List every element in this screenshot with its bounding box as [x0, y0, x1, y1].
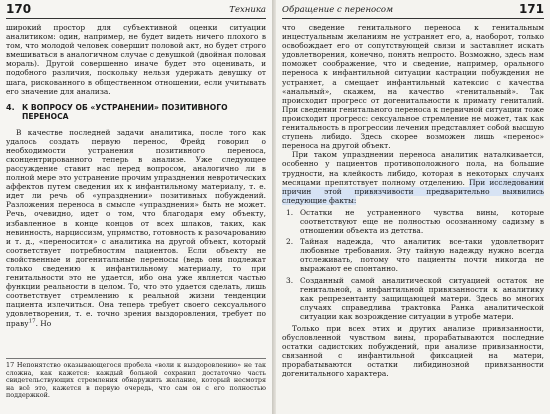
left-page-header — [6, 2, 266, 19]
footnote-area — [6, 358, 266, 400]
list-number: 1. — [286, 207, 294, 217]
paragraph-text: При таком упразднении переноса аналитик наталкивается, особенно у пациентов противоположного пола, на большие трудности, на клейкость либидо, которая в некоторых случаях месяцами препятствует полному отделению. — [282, 150, 544, 187]
list-number: 2. — [286, 237, 294, 247]
paragraph — [6, 128, 266, 328]
right-page-header — [282, 2, 544, 19]
numbered-list — [282, 208, 544, 321]
page-number: 170 — [6, 2, 32, 16]
list-number: 3. — [286, 275, 294, 285]
running-head: Обращение с переносом — [282, 5, 394, 15]
left-page-body — [6, 23, 266, 328]
list-text: Остатки не устраненного чувства вины, которые соответствуют еще не полностью осознанному садизму в отношении объекта из детства. — [300, 207, 544, 236]
highlighted-text[interactable]: При исследовании причин этой привязчивости предварительно выявились следующие факты: — [282, 177, 544, 205]
footnote-reference[interactable]: 17 — [28, 318, 36, 325]
list-item — [282, 237, 544, 273]
paragraph: что сведение генитального переноса к генитальным инцестуальным желаниям не устраняет его, а, наоборот, только освобождает его от сопутствующей связи и заставляет искать удовлетворения, конечно, понять непросто. Возможно, здесь нам поможет соображение, что и сведение, например, орального переноса к инфантильной ситуации кастрации побуждения не устраняет, а смещает инфантильный катексис с качества «анальный», скажем, на качество «генитальный». Так происходит прогресс от догенитальности к примату гениталий. При сведении генитального переноса к первичной ситуации тоже происходит прогресс: сексуальное стремление не может, так как генитальность в прогрессии лечения представляет собой высшую ступень либидо. Здесь скорее возможен лишь «перенос» переноса на другой объект. — [282, 23, 544, 151]
page-number: 171 — [518, 2, 544, 16]
list-text: Тайная надежда, что аналитик все-таки удовлетворит любовные требования. Эту тайную надежду нужно всегда отслеживать, потому что пациенты почти никогда не выражают ее спонтанно. — [300, 237, 544, 274]
section-number: 4. — [6, 102, 15, 112]
section-title: К ВОПРОСУ ОБ «УСТРАНЕНИИ» ПОЗИТИВНОГО ПЕРЕНОСА — [22, 102, 228, 122]
paragraph-text-end: . Но — [35, 318, 52, 328]
paragraph-text: В качестве последней задачи аналитика, после того как удалось создать первую перенос, Фрейд говорил о необходимости устранения позитивного переноса, сконцентрированного теперь в анализе. Уже следующее рассуждение ставит нас перед вопросом, аналогично ли в полной мере это устранение прочим упразднения невротических аффектов путем сведения их к инфантильному материалу, т. е. идет ли речь об «упразднении» позитивных побуждений. Разложения переноса в смысле «упразднения» быть не может. Речь, очевидно, идет о том, что благодаря ему объекту, избавленное в конце концов от всех шлаков, таких, как невинность, нарциссизм, упрямство, готовность к разочарованию и т. д., «переносится» с аналитика на другой объект, который соответствует потребностям пациентов. Если объекту не свойственные и догенитальные переносы (ведь они подлежат только сведению к инфантильному материалу, то при генитальности это не удается, ибо она уже является частью функции реальности в целом. То, что это удается сделать, лишь соответствует стремлению к реальной жизни тенденции пациента излечиться. Она теперь требует своего сексуального удовлетворения, т. е. точно зрения выздоровления, требует по праву — [6, 127, 266, 328]
list-item — [282, 208, 544, 235]
paragraph — [282, 150, 544, 205]
running-head: Техника — [229, 5, 266, 15]
right-page — [276, 0, 550, 414]
list-item — [282, 276, 544, 321]
right-page-body — [282, 23, 544, 379]
left-page — [0, 0, 272, 414]
footnote: 17 Непонятство оказывающегося пробела «воли к выздоровлению» не так сложна, как кажется: каждый больной сохранил достаточно часть свидетельствующих стремления обнаружить желание, который несмотря на всё это, кажется в первую очередь, что сам он с его полностью поддержкой. — [6, 361, 266, 400]
list-text: Созданный самой аналитической ситуацией остаток не генитальной, а инфантильной привязанности к аналитику как репрезентанту защищающей матери. Здесь во многих случаях справедлива трактовка Ранка аналитической ситуации как возрождение ситуации в утробе матери. — [300, 275, 544, 321]
paragraph: широкий простор для субъективной оценки ситуации аналитиком: один, например, не будет видеть ничего плохого в том, что молодой человек совершит половой акт, но будет строго вмешиваться в аналогичном случае с девушкой (двойная половая мораль). Другой совершенно иначе будет это оценивать, и подобного различия, поскольку нельзя удержать девушку от шага, рискованного в общественном отношении, если учитывать его значение для анализа. — [6, 23, 266, 96]
section-heading — [6, 103, 266, 122]
paragraph: Только при всех этих и других анализе привязанности, обусловленной чувством вины, прорабатываются последние остатки садистских побуждений, при анализе привязанности, связанной с инфантильной фиксацией на матери, прорабатываются остатки либидинозной привязанности догенитального характера. — [282, 324, 544, 379]
